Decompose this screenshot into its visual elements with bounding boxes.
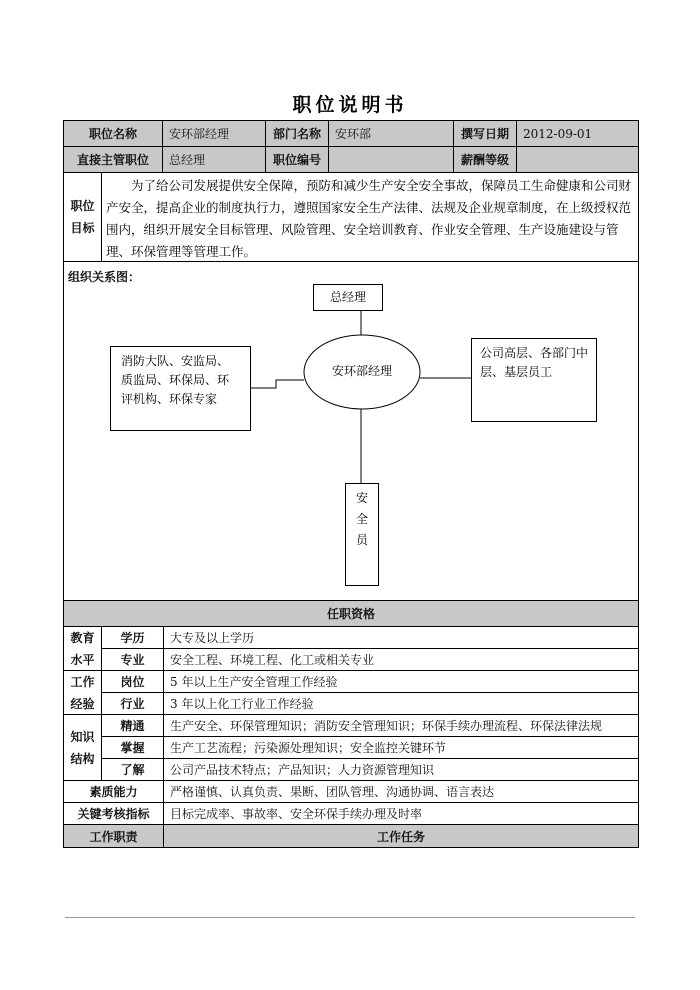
knowledge-label-1: 知识: [70, 729, 95, 744]
knowledge-label-2: 结构: [70, 751, 95, 766]
code-label: 职位编号: [265, 146, 329, 173]
exp-label-2: 经验: [70, 696, 95, 711]
know-understand-key: 了解: [101, 758, 164, 781]
exp-position-value: 5 年以上生产安全管理工作经验: [163, 670, 639, 693]
know-grasp-value: 生产工艺流程；污染源处理知识；安全监控关键环节: [163, 736, 639, 759]
exp-industry-value: 3 年以上化工行业工作经验: [163, 692, 639, 715]
know-master-value: 生产安全、环保管理知识；消防安全管理知识；环保手续办理流程、环保法律法规: [163, 714, 639, 737]
org-node-center: 安环部经理: [331, 364, 392, 378]
know-master-key: 精通: [101, 714, 164, 737]
know-grasp-key: 掌握: [101, 736, 164, 759]
duties-header-col2: 工作任务: [163, 824, 639, 848]
supervisor-label: 直接主管职位: [63, 146, 163, 173]
dept-label: 部门名称: [265, 120, 329, 147]
objective-label-line1: 职位: [70, 199, 95, 213]
date-value: 2012-09-01: [516, 120, 639, 147]
edu-value: 大专及以上学历: [163, 626, 639, 649]
major-value: 安全工程、环境工程、化工或相关专业: [163, 648, 639, 671]
knowledge-label: [63, 714, 102, 781]
objective-label-line2: 目标: [70, 221, 95, 235]
org-node-left: 消防大队、安监局、质监局、环保局、环评机构、环保专家: [110, 346, 251, 431]
kpi-value: 目标完成率、事故率、安全环保手续办理及时率: [163, 802, 639, 825]
exp-label-1: 工作: [70, 674, 95, 689]
supervisor-value: 总经理: [162, 146, 266, 173]
know-understand-value: 公司产品技术特点；产品知识；人力资源管理知识: [163, 758, 639, 781]
duties-header-col1: 工作职责: [63, 824, 164, 848]
org-chart-label: 组织关系图：: [68, 270, 141, 284]
exp-label: [63, 670, 102, 715]
date-label: 撰写日期: [453, 120, 517, 147]
position-name-value: 安环部经理: [162, 120, 266, 147]
major-key: 专业: [101, 648, 164, 671]
exp-industry-key: 行业: [101, 692, 164, 715]
ability-value: 严格谨慎、认真负责、果断、团队管理、沟通协调、语言表达: [163, 780, 639, 803]
org-node-top: 总经理: [313, 284, 383, 311]
salary-label: 薪酬等级: [453, 146, 517, 173]
ability-label: 素质能力: [63, 780, 164, 803]
edu-label: [63, 626, 102, 671]
exp-position-key: 岗位: [101, 670, 164, 693]
org-node-right: 公司高层、各部门中层、基层员工: [471, 338, 597, 422]
page-title: 职位说明书: [292, 94, 408, 116]
edu-label-1: 教育: [70, 630, 95, 645]
edu-label-2: 水平: [70, 652, 95, 667]
dept-value: 安环部: [328, 120, 454, 147]
org-node-bottom: 安全员: [345, 483, 379, 586]
edu-key: 学历: [101, 626, 164, 649]
kpi-label: 关键考核指标: [63, 802, 164, 825]
objective-text: 为了给公司发展提供安全保障，预防和减少生产安全安全事故，保障员工生命健康和公司财产安全，提高企业的制度执行力，遵照国家安全生产法律、法规及企业规章制度，在上级授权范围内，组织开展安全目标管理、风险管理、安全培训教育、作业安全管理、生产设施建设与管理、环保管理等管理工作。: [101, 172, 639, 262]
footer-divider: [65, 917, 635, 918]
position-name-label: 职位名称: [63, 120, 163, 147]
qualifications-header: 任职资格: [63, 600, 639, 627]
